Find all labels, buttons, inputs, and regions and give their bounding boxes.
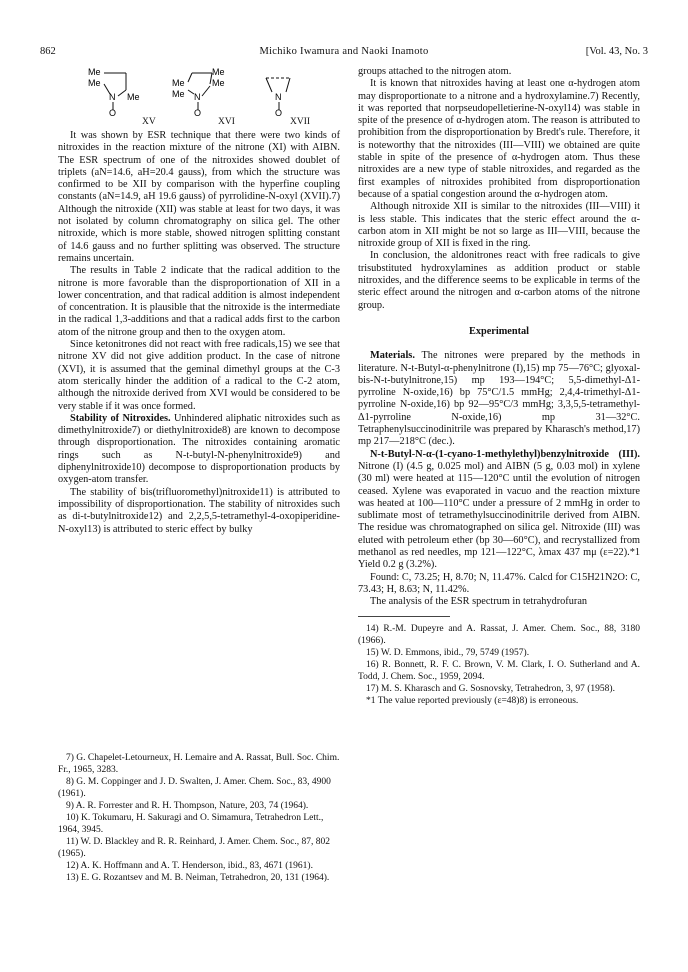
label-xvii: XVII — [290, 117, 311, 127]
svg-text:Me: Me — [172, 89, 185, 99]
right-footnotes — [358, 623, 640, 707]
svg-text:Me: Me — [88, 78, 101, 88]
footnote: *1 The value reported previously (ε=48)8) is erroneous. — [366, 696, 579, 707]
page-header — [40, 46, 648, 62]
paragraph: In conclusion, the aldonitrones react with free radicals to give trisubstituted hydroxylamines as addition product or stable nitroxides, and the difference seems to be explicable in terms of the steric effect around the nitrogen and α-carbon atoms of the nitrone group. — [358, 250, 640, 311]
left-column — [58, 66, 340, 536]
paragraph: The analysis of the ESR spectrum in tetrahydrofuran — [370, 596, 588, 608]
stability-heading: Stability of Nitroxides. — [70, 412, 171, 424]
svg-text:Me: Me — [212, 78, 225, 88]
footnote: 13) E. G. Rozantsev and M. B. Neiman, Tetrahedron, 20, 131 (1964). — [66, 873, 330, 883]
svg-text:Me: Me — [88, 67, 101, 77]
footnote: 10) K. Tokumaru, H. Sakuragi and O. Simamura, Tetrahedron Lett., 1964, 3945. — [58, 813, 324, 835]
svg-text:N: N — [109, 92, 116, 102]
paragraph: groups attached to the nitrogen atom. — [358, 66, 512, 77]
materials-text: The nitrones were prepared by the methods in literature. N-t-Butyl-α-phenylnitrone (I),15) mp 75—76°C; glyoxal-bis-N-t-butylnitrone,15) mp 193—194°C; 5,5-dimethyl-Δ1-pyrroline N-oxide,16) bp 75°C/1.5 mmHg; 2,4,4-trimethyl-Δ1-pyrroline N-oxide,16) bp 92—95°C/3 mmHg; 3,3,5,5-tetramethyl-Δ1-pyrroline N-oxide,16) mp 31—32°C. Tetraphenylsuccinodinitrile was prepared by Kharasch's method,17) mp 217—218°C (dec.). — [358, 350, 641, 448]
footnote-rule — [358, 616, 450, 617]
footnote: 16) R. Bonnett, R. F. C. Brown, V. M. Clark, I. O. Sutherland and A. Todd, J. Chem. Soc., 1959, 2094. — [358, 660, 640, 683]
label-xvi: XVI — [218, 117, 235, 127]
footnote: 12) A. K. Hoffmann and A. T. Henderson, ibid., 83, 4671 (1961). — [66, 861, 313, 871]
svg-text:O: O — [275, 108, 283, 116]
footnote: 7) G. Chapelet-Letourneux, H. Lemaire and A. Rassat, Bull. Soc. Chim. Fr., 1965, 3283. — [58, 753, 340, 775]
stability-text: Unhindered aliphatic nitroxides such as dimethylnitroxide7) or diethylnitroxide8) are known to decompose through disproportionation. The nitroxides containing aromatic rings such as N-t-butyl-N-phenylnitroxide9) and diphenylnitroxide10) decompose to disproportionation products by oxygen-atom transfer. — [58, 412, 340, 486]
paragraph: The stability of bis(trifluoromethyl)nitroxide11) is attributed to impossibility of disproportionation. The stability of nitroxides such as di-t-butylnitroxide12) and 2,2,5,5-tetramethyl-4-oxopiperidine-N-oxyl13) is attributed to steric effect by bulky — [58, 486, 340, 535]
compound-paragraph — [358, 449, 640, 572]
svg-text:Me: Me — [212, 67, 225, 77]
paragraph: It is known that nitroxides having at least one α-hydrogen atom may disproportionate to a nitrone and a hydroxylamine.7) Recently, it was reported that norpseudopelletierine-N-oxyl14) was stable in spite of the presence of α-hydrogen atom. The reason is attributed to prohibition from the disproportionation by Bredt's rule. Therefore, it is noteworthy that the nitroxides (III—VIII) we obtained are quite stable in spite of the presence of α-hydrogen atom. Thus these nitroxides are a new type of stable nitroxides, and regarded as the first examples of nitroxides prohibited from disproportionation because of a spatial congestion around the α-hydrogen atom. — [358, 78, 640, 200]
materials-heading: Materials. — [370, 350, 415, 362]
structure-xv — [86, 66, 156, 116]
footnote: 15) W. D. Emmons, ibid., 79, 5749 (1957). — [366, 648, 530, 659]
left-footnotes — [58, 752, 340, 884]
page-number: 862 — [40, 46, 56, 57]
footnote: 8) G. M. Coppinger and J. D. Swalten, J. Amer. Chem. Soc., 83, 4900 (1961). — [58, 777, 331, 799]
footnote: 11) W. D. Blackley and R. R. Reinhard, J. Amer. Chem. Soc., 87, 802 (1965). — [58, 837, 331, 859]
svg-text:O: O — [109, 108, 117, 116]
right-column — [358, 66, 640, 707]
paragraph: Although nitroxide XII is similar to the nitroxides (III—VIII) it is less stable. This indicates that the steric effect around the α-carbon atom in XII might be not so large as III—VIII, because the nitroxide group of XII is fixed in the ring. — [358, 201, 640, 250]
structure-xvi — [170, 66, 240, 116]
footnote: 14) R.-M. Dupeyre and A. Rassat, J. Amer. Chem. Soc., 88, 3180 (1966). — [358, 624, 640, 647]
svg-text:N: N — [275, 92, 282, 102]
analysis-paragraph: Found: C, 73.25; H, 8.70; N, 11.47%. Calcd for C15H21N2O: C, 73.43; H, 8.63; N, 11.42%. — [358, 571, 640, 595]
paragraph: The results in Table 2 indicate that the radical addition to the nitrone is more favorable than the disproportionation of XII in a lower concentration, and that radical addition is almost independent of concentration. It is plausible that the nitroxide is the intermediate in the radical 1,3-additions and that a radical adds first to the carbon atom of the nitrone group and then to the oxygen atom. — [58, 265, 340, 338]
materials-paragraph — [358, 350, 640, 448]
svg-text:Me: Me — [172, 78, 185, 88]
stability-paragraph — [58, 413, 340, 487]
running-authors: Michiko Iwamura and Naoki Inamoto — [259, 46, 429, 57]
section-title: Experimental — [468, 325, 530, 337]
volume-info: [Vol. 43, No. 3 — [585, 46, 648, 57]
paragraph: Since ketonitrones did not react with free radicals,15) we see that nitrone XV did not give addition product. In the case of nitrone (XVI), it is assumed that the geminal dimethyl groups at the C-3 atom sterically hinder the addition of a radical to the C-2 atom, although the nitroxide derived from XVI would be considered to be very stable if it was once formed. — [58, 339, 340, 412]
compound-heading: N-t-Butyl-N-α-(1-cyano-1-methylethyl)benzylnitroxide (III). — [370, 448, 640, 460]
svg-text:Me: Me — [127, 92, 140, 102]
footnote: 17) M. S. Kharasch and G. Sosnovsky, Tetrahedron, 3, 97 (1958). — [366, 684, 615, 695]
paragraph: It was shown by ESR technique that there were two kinds of nitroxides in the reaction mixture of the nitrone (XI) with AIBN. The ESR spectrum of one of the nitroxides showed doublet of triplets (aN=14.6, aH=20.4 gauss), from which the structure was confirmed to be XII by comparison with the hyperfine coupling constants (aN=14.9, aH 19.6 gauss) of pyrrolidine-N-oxyl (XVII).7) Although the nitroxide (XII) was stable at least for two days, it was not isolated by column chromatography on silica gel. The other nitroxide, which is more stable, showed nitrogen splitting constant of 14.6 gauss and no further splitting was observed. The structure remains uncertain. — [58, 130, 340, 264]
structures-figure — [58, 66, 340, 130]
compound-text: Nitrone (I) (4.5 g, 0.025 mol) and AIBN (5 g, 0.03 mol) in xylene (30 ml) were heated at 115—120°C until the evolution of nitrogen ceased. Xylene was evaporated in vacuo and the reaction mixture was heated at 100—110°C under a pressure of 2 mmHg in order to sublimate most of tetramethylsuccinodinitrile derived from AIBN. The residue was chromatographed on silica gel. Nitroxide (III) was eluted with petroleum ether (bp 30—60°C), and recrystallized from methanol as red needles, mp 121—122°C, λmax 437 mμ (ε=22).*1 Yield 0.2 g (3.2%). — [358, 460, 640, 571]
structure-xvii — [258, 66, 308, 116]
label-xv: XV — [142, 117, 156, 127]
footnote: 9) A. R. Forrester and R. H. Thompson, Nature, 203, 74 (1964). — [66, 801, 309, 811]
svg-text:N: N — [194, 92, 201, 102]
svg-text:O: O — [194, 108, 202, 116]
